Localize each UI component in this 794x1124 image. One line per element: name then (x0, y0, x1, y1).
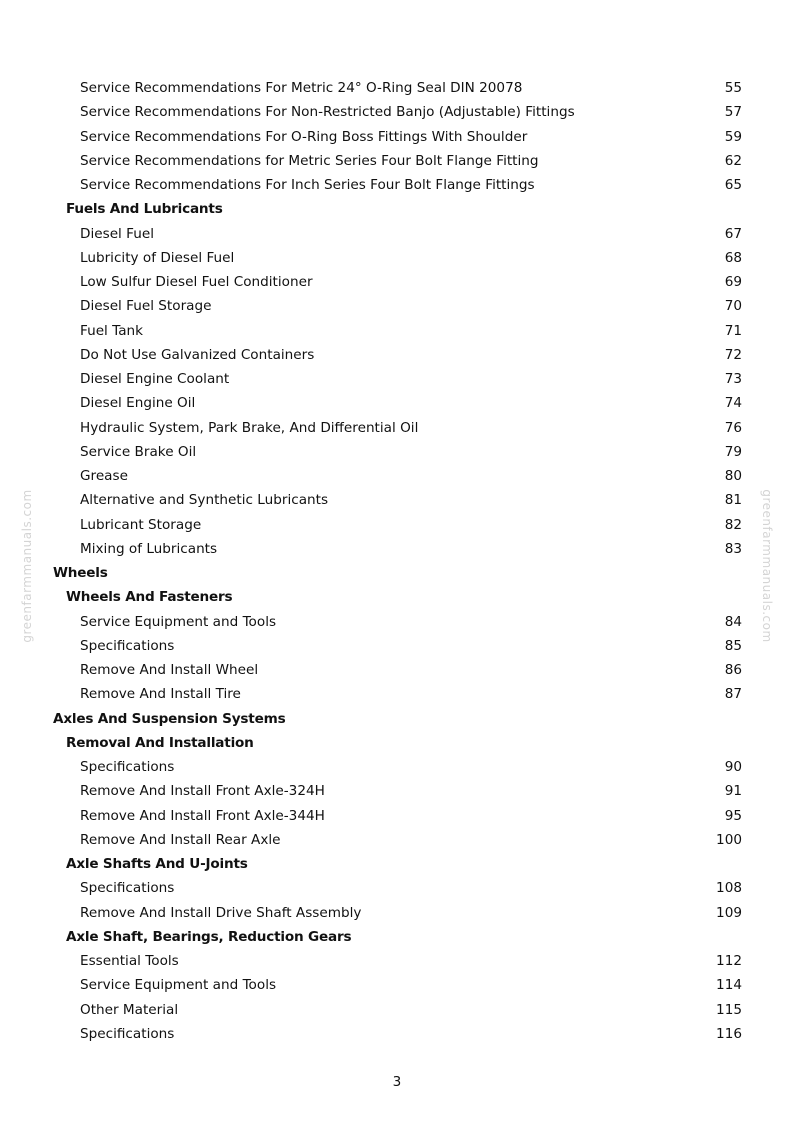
toc-entry-page-number: 72 (724, 346, 742, 363)
toc-entry-title: Fuel Tank (80, 322, 144, 339)
toc-entry[interactable] (0, 513, 794, 537)
toc-entry-title: Wheels And Fasteners (66, 589, 233, 606)
toc-entry-title: Other Material (80, 1001, 179, 1018)
toc-entry[interactable] (0, 173, 794, 197)
toc-entry-page-number: 87 (724, 686, 742, 703)
toc-entry[interactable] (0, 343, 794, 367)
toc-entry[interactable] (0, 634, 794, 658)
toc-entry-page-number: 67 (724, 225, 742, 242)
toc-entry-page-number: 69 (724, 274, 742, 290)
toc-entry[interactable] (0, 828, 794, 852)
toc-entry-title: Remove And Install Rear Axle (80, 831, 281, 848)
toc-entry[interactable] (0, 804, 794, 828)
toc-entry-page-number: 91 (724, 783, 742, 800)
toc-entry-page-number: 59 (724, 128, 742, 145)
toc-entry[interactable] (0, 779, 794, 803)
toc-entry[interactable] (0, 246, 794, 270)
toc-entry[interactable] (0, 973, 794, 997)
toc-entry[interactable] (0, 76, 794, 100)
toc-entry-page-number: 109 (716, 904, 742, 921)
toc-entry[interactable] (0, 755, 794, 779)
toc-entry[interactable] (0, 270, 794, 294)
toc-entry-title: Axles And Suspension Systems (53, 710, 286, 727)
toc-entry[interactable] (0, 901, 794, 925)
toc-entry-page-number: 85 (724, 637, 742, 654)
toc-entry-page-number: 74 (724, 395, 742, 412)
toc-entry-title: Service Recommendations for Metric Series Four Bolt Flange Fitting (80, 152, 539, 169)
toc-entry-title: Service Recommendations For Non-Restricted Banjo (Adjustable) Fittings (80, 104, 575, 121)
toc-entry-page-number: 90 (724, 759, 742, 775)
toc-entry-page-number: 82 (724, 516, 742, 533)
toc-entry[interactable] (0, 682, 794, 706)
toc-entry-title: Specifications (80, 880, 175, 897)
toc-entry-title: Service Brake Oil (80, 443, 197, 460)
toc-entry-title: Axle Shafts And U-Joints (66, 856, 248, 872)
toc-entry-page-number: 65 (724, 177, 742, 193)
toc-entry-title: Diesel Engine Coolant (80, 371, 230, 387)
toc-entry[interactable] (0, 222, 794, 246)
toc-entry[interactable] (0, 125, 794, 149)
toc-subsection-heading[interactable] (0, 925, 794, 949)
toc-entry-page-number: 86 (724, 662, 742, 678)
toc-entry-title: Axle Shaft, Bearings, Reduction Gears (66, 928, 352, 945)
toc-entry-page-number: 116 (716, 1025, 742, 1042)
toc-section-heading[interactable] (0, 707, 794, 731)
toc-entry-page-number: 68 (724, 249, 742, 266)
toc-entry-page-number: 79 (724, 443, 742, 460)
toc-entry[interactable] (0, 876, 794, 900)
toc-entry-title: Specifications (80, 1025, 175, 1042)
toc-entry[interactable] (0, 149, 794, 173)
toc-entry-title: Service Recommendations For Metric 24° O-Ring Seal DIN 20078 (80, 80, 523, 96)
toc-entry-title: Diesel Fuel (80, 225, 154, 242)
toc-entry[interactable] (0, 488, 794, 512)
toc-entry[interactable] (0, 294, 794, 318)
toc-entry[interactable] (0, 367, 794, 391)
toc-entry-page-number: 55 (724, 80, 742, 96)
toc-entry-page-number: 112 (716, 953, 742, 969)
toc-subsection-heading[interactable] (0, 197, 794, 221)
toc-entry-title: Alternative and Synthetic Lubricants (80, 492, 329, 509)
toc-entry-title: Service Equipment and Tools (80, 613, 277, 630)
toc-entry-page-number: 100 (716, 831, 742, 848)
toc-entry-title: Wheels (53, 565, 108, 581)
toc-entry[interactable] (0, 440, 794, 464)
toc-entry-title: Specifications (80, 759, 175, 775)
toc-entry-title: Service Recommendations For Inch Series Four Bolt Flange Fittings (80, 177, 535, 193)
toc-entry-page-number: 62 (724, 152, 742, 169)
toc-entry[interactable] (0, 998, 794, 1022)
toc-entry-title: Remove And Install Wheel (80, 662, 259, 678)
toc-entry-title: Essential Tools (80, 953, 179, 969)
toc-entry-page-number: 57 (724, 104, 742, 121)
toc-entry-title: Mixing of Lubricants (80, 540, 218, 557)
toc-entry[interactable] (0, 658, 794, 682)
toc-entry-page-number: 73 (724, 371, 742, 387)
toc-entry-title: Lubricity of Diesel Fuel (80, 249, 235, 266)
watermark-left: greenfarmmanuals.com (20, 489, 34, 643)
toc-entry[interactable] (0, 464, 794, 488)
toc-entry-title: Remove And Install Front Axle-324H (80, 783, 325, 800)
toc-entry-title: Diesel Fuel Storage (80, 298, 212, 315)
toc-entry-page-number: 95 (724, 807, 742, 824)
page-number: 3 (392, 1074, 402, 1090)
toc-entry-page-number: 83 (724, 540, 742, 557)
toc-entry[interactable] (0, 391, 794, 415)
toc-entry-title: Diesel Engine Oil (80, 395, 196, 412)
toc-entry-page-number: 84 (724, 613, 742, 630)
toc-entry-page-number: 76 (724, 419, 742, 436)
toc-entry-page-number: 70 (724, 298, 742, 315)
toc-entry-title: Specifications (80, 637, 175, 654)
toc-section-heading[interactable] (0, 561, 794, 585)
toc-entry-title: Low Sulfur Diesel Fuel Conditioner (80, 274, 313, 290)
table-of-contents (0, 76, 794, 1046)
toc-entry-title: Hydraulic System, Park Brake, And Differential Oil (80, 419, 419, 436)
toc-entry[interactable] (0, 416, 794, 440)
toc-entry-title: Service Equipment and Tools (80, 977, 277, 994)
toc-entry[interactable] (0, 610, 794, 634)
toc-entry-title: Remove And Install Drive Shaft Assembly (80, 904, 362, 921)
toc-subsection-heading[interactable] (0, 731, 794, 755)
toc-entry-title: Lubricant Storage (80, 516, 202, 533)
toc-entry-title: Do Not Use Galvanized Containers (80, 346, 315, 363)
toc-subsection-heading[interactable] (0, 852, 794, 876)
toc-entry-page-number: 71 (724, 322, 742, 339)
toc-entry-title: Service Recommendations For O-Ring Boss Fittings With Shoulder (80, 128, 528, 145)
toc-subsection-heading[interactable] (0, 585, 794, 609)
toc-entry-title: Remove And Install Tire (80, 686, 241, 703)
toc-entry-page-number: 80 (724, 468, 742, 484)
toc-entry-title: Grease (80, 468, 128, 484)
toc-entry-page-number: 114 (716, 977, 742, 994)
toc-entry-title: Removal And Installation (66, 734, 254, 751)
toc-entry[interactable] (0, 537, 794, 561)
toc-entry-page-number: 81 (724, 492, 742, 509)
toc-entry[interactable] (0, 1022, 794, 1046)
watermark-right: greenfarmmanuals.com (760, 489, 774, 643)
toc-entry[interactable] (0, 949, 794, 973)
toc-entry-title: Remove And Install Front Axle-344H (80, 807, 325, 824)
toc-entry-page-number: 108 (716, 880, 742, 897)
toc-entry-title: Fuels And Lubricants (66, 201, 223, 218)
toc-entry[interactable] (0, 319, 794, 343)
toc-entry[interactable] (0, 100, 794, 124)
toc-entry-page-number: 115 (716, 1001, 742, 1018)
